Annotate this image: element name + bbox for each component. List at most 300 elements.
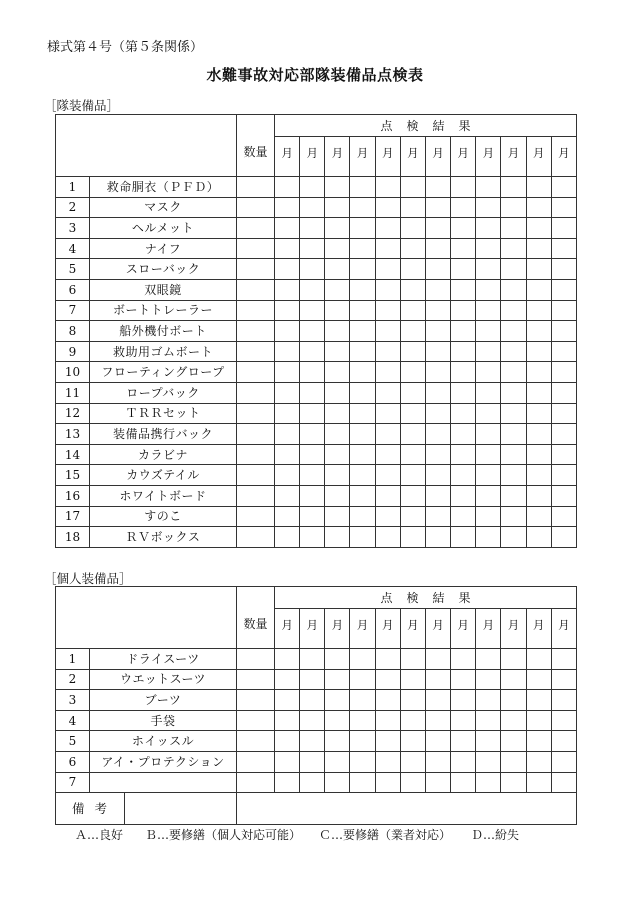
result-cell[interactable] bbox=[425, 444, 450, 465]
result-cell[interactable] bbox=[400, 465, 425, 486]
result-cell[interactable] bbox=[501, 444, 526, 465]
result-cell[interactable] bbox=[325, 382, 350, 403]
quantity-cell[interactable] bbox=[237, 710, 275, 731]
result-cell[interactable] bbox=[551, 382, 576, 403]
result-cell[interactable] bbox=[551, 772, 576, 793]
result-cell[interactable] bbox=[551, 279, 576, 300]
result-cell[interactable] bbox=[375, 649, 400, 670]
result-cell[interactable] bbox=[400, 341, 425, 362]
result-cell[interactable] bbox=[526, 710, 551, 731]
result-cell[interactable] bbox=[275, 669, 300, 690]
result-cell[interactable] bbox=[425, 424, 450, 445]
result-cell[interactable] bbox=[375, 321, 400, 342]
result-cell[interactable] bbox=[400, 710, 425, 731]
result-cell[interactable] bbox=[476, 403, 501, 424]
result-cell[interactable] bbox=[275, 238, 300, 259]
result-cell[interactable] bbox=[325, 527, 350, 548]
result-cell[interactable] bbox=[526, 444, 551, 465]
result-cell[interactable] bbox=[275, 465, 300, 486]
result-cell[interactable] bbox=[451, 690, 476, 711]
result-cell[interactable] bbox=[400, 669, 425, 690]
result-cell[interactable] bbox=[501, 690, 526, 711]
result-cell[interactable] bbox=[350, 649, 375, 670]
result-cell[interactable] bbox=[526, 690, 551, 711]
result-cell[interactable] bbox=[501, 382, 526, 403]
result-cell[interactable] bbox=[425, 403, 450, 424]
result-cell[interactable] bbox=[425, 731, 450, 752]
result-cell[interactable] bbox=[275, 382, 300, 403]
result-cell[interactable] bbox=[275, 259, 300, 280]
result-cell[interactable] bbox=[375, 465, 400, 486]
result-cell[interactable] bbox=[476, 341, 501, 362]
result-cell[interactable] bbox=[325, 506, 350, 527]
result-cell[interactable] bbox=[350, 444, 375, 465]
result-cell[interactable] bbox=[451, 669, 476, 690]
result-cell[interactable] bbox=[551, 465, 576, 486]
result-cell[interactable] bbox=[451, 403, 476, 424]
result-cell[interactable] bbox=[300, 238, 325, 259]
quantity-cell[interactable] bbox=[237, 506, 275, 527]
quantity-cell[interactable] bbox=[237, 731, 275, 752]
result-cell[interactable] bbox=[501, 197, 526, 218]
result-cell[interactable] bbox=[476, 772, 501, 793]
result-cell[interactable] bbox=[451, 321, 476, 342]
result-cell[interactable] bbox=[400, 506, 425, 527]
result-cell[interactable] bbox=[425, 218, 450, 239]
result-cell[interactable] bbox=[425, 751, 450, 772]
result-cell[interactable] bbox=[325, 444, 350, 465]
quantity-cell[interactable] bbox=[237, 177, 275, 198]
result-cell[interactable] bbox=[425, 321, 450, 342]
result-cell[interactable] bbox=[325, 177, 350, 198]
result-cell[interactable] bbox=[325, 710, 350, 731]
result-cell[interactable] bbox=[526, 238, 551, 259]
result-cell[interactable] bbox=[275, 690, 300, 711]
result-cell[interactable] bbox=[551, 669, 576, 690]
result-cell[interactable] bbox=[526, 382, 551, 403]
result-cell[interactable] bbox=[300, 690, 325, 711]
result-cell[interactable] bbox=[325, 300, 350, 321]
result-cell[interactable] bbox=[476, 731, 501, 752]
result-cell[interactable] bbox=[425, 690, 450, 711]
result-cell[interactable] bbox=[551, 731, 576, 752]
result-cell[interactable] bbox=[350, 197, 375, 218]
result-cell[interactable] bbox=[325, 197, 350, 218]
quantity-cell[interactable] bbox=[237, 751, 275, 772]
result-cell[interactable] bbox=[400, 218, 425, 239]
result-cell[interactable] bbox=[325, 218, 350, 239]
result-cell[interactable] bbox=[425, 177, 450, 198]
result-cell[interactable] bbox=[275, 506, 300, 527]
result-cell[interactable] bbox=[501, 300, 526, 321]
result-cell[interactable] bbox=[400, 424, 425, 445]
result-cell[interactable] bbox=[300, 485, 325, 506]
result-cell[interactable] bbox=[451, 444, 476, 465]
result-cell[interactable] bbox=[275, 444, 300, 465]
result-cell[interactable] bbox=[350, 300, 375, 321]
result-cell[interactable] bbox=[275, 485, 300, 506]
result-cell[interactable] bbox=[476, 321, 501, 342]
result-cell[interactable] bbox=[300, 649, 325, 670]
quantity-cell[interactable] bbox=[237, 649, 275, 670]
result-cell[interactable] bbox=[551, 424, 576, 445]
result-cell[interactable] bbox=[400, 485, 425, 506]
result-cell[interactable] bbox=[375, 527, 400, 548]
quantity-cell[interactable] bbox=[237, 424, 275, 445]
result-cell[interactable] bbox=[526, 465, 551, 486]
quantity-cell[interactable] bbox=[237, 341, 275, 362]
result-cell[interactable] bbox=[300, 177, 325, 198]
result-cell[interactable] bbox=[526, 279, 551, 300]
result-cell[interactable] bbox=[501, 177, 526, 198]
result-cell[interactable] bbox=[300, 382, 325, 403]
result-cell[interactable] bbox=[325, 321, 350, 342]
result-cell[interactable] bbox=[476, 218, 501, 239]
result-cell[interactable] bbox=[526, 751, 551, 772]
result-cell[interactable] bbox=[451, 197, 476, 218]
quantity-cell[interactable] bbox=[237, 527, 275, 548]
result-cell[interactable] bbox=[501, 238, 526, 259]
result-cell[interactable] bbox=[325, 259, 350, 280]
result-cell[interactable] bbox=[526, 321, 551, 342]
result-cell[interactable] bbox=[275, 527, 300, 548]
result-cell[interactable] bbox=[451, 218, 476, 239]
quantity-cell[interactable] bbox=[237, 690, 275, 711]
result-cell[interactable] bbox=[375, 485, 400, 506]
result-cell[interactable] bbox=[300, 506, 325, 527]
result-cell[interactable] bbox=[425, 772, 450, 793]
result-cell[interactable] bbox=[400, 649, 425, 670]
result-cell[interactable] bbox=[551, 403, 576, 424]
result-cell[interactable] bbox=[400, 690, 425, 711]
result-cell[interactable] bbox=[501, 465, 526, 486]
result-cell[interactable] bbox=[501, 403, 526, 424]
result-cell[interactable] bbox=[400, 731, 425, 752]
result-cell[interactable] bbox=[375, 444, 400, 465]
result-cell[interactable] bbox=[551, 506, 576, 527]
result-cell[interactable] bbox=[275, 424, 300, 445]
result-cell[interactable] bbox=[476, 177, 501, 198]
result-cell[interactable] bbox=[300, 669, 325, 690]
result-cell[interactable] bbox=[325, 751, 350, 772]
result-cell[interactable] bbox=[476, 690, 501, 711]
result-cell[interactable] bbox=[451, 731, 476, 752]
result-cell[interactable] bbox=[451, 362, 476, 383]
result-cell[interactable] bbox=[375, 772, 400, 793]
result-cell[interactable] bbox=[476, 444, 501, 465]
result-cell[interactable] bbox=[400, 527, 425, 548]
result-cell[interactable] bbox=[526, 506, 551, 527]
quantity-cell[interactable] bbox=[237, 362, 275, 383]
result-cell[interactable] bbox=[501, 527, 526, 548]
result-cell[interactable] bbox=[300, 321, 325, 342]
result-cell[interactable] bbox=[526, 362, 551, 383]
result-cell[interactable] bbox=[551, 690, 576, 711]
quantity-cell[interactable] bbox=[237, 669, 275, 690]
result-cell[interactable] bbox=[300, 300, 325, 321]
result-cell[interactable] bbox=[425, 341, 450, 362]
result-cell[interactable] bbox=[551, 321, 576, 342]
result-cell[interactable] bbox=[451, 382, 476, 403]
result-cell[interactable] bbox=[300, 465, 325, 486]
result-cell[interactable] bbox=[476, 279, 501, 300]
result-cell[interactable] bbox=[476, 710, 501, 731]
result-cell[interactable] bbox=[350, 751, 375, 772]
result-cell[interactable] bbox=[300, 710, 325, 731]
result-cell[interactable] bbox=[275, 710, 300, 731]
result-cell[interactable] bbox=[350, 527, 375, 548]
result-cell[interactable] bbox=[325, 403, 350, 424]
result-cell[interactable] bbox=[350, 177, 375, 198]
result-cell[interactable] bbox=[425, 649, 450, 670]
quantity-cell[interactable] bbox=[237, 485, 275, 506]
result-cell[interactable] bbox=[400, 362, 425, 383]
result-cell[interactable] bbox=[501, 424, 526, 445]
result-cell[interactable] bbox=[501, 710, 526, 731]
result-cell[interactable] bbox=[325, 731, 350, 752]
result-cell[interactable] bbox=[275, 403, 300, 424]
quantity-cell[interactable] bbox=[237, 300, 275, 321]
result-cell[interactable] bbox=[325, 649, 350, 670]
result-cell[interactable] bbox=[476, 238, 501, 259]
result-cell[interactable] bbox=[451, 259, 476, 280]
result-cell[interactable] bbox=[375, 218, 400, 239]
result-cell[interactable] bbox=[425, 465, 450, 486]
result-cell[interactable] bbox=[400, 751, 425, 772]
result-cell[interactable] bbox=[526, 772, 551, 793]
result-cell[interactable] bbox=[425, 527, 450, 548]
result-cell[interactable] bbox=[300, 527, 325, 548]
result-cell[interactable] bbox=[451, 710, 476, 731]
result-cell[interactable] bbox=[350, 382, 375, 403]
result-cell[interactable] bbox=[375, 751, 400, 772]
result-cell[interactable] bbox=[375, 424, 400, 445]
result-cell[interactable] bbox=[501, 669, 526, 690]
result-cell[interactable] bbox=[325, 669, 350, 690]
result-cell[interactable] bbox=[275, 321, 300, 342]
result-cell[interactable] bbox=[501, 279, 526, 300]
result-cell[interactable] bbox=[375, 238, 400, 259]
result-cell[interactable] bbox=[300, 279, 325, 300]
quantity-cell[interactable] bbox=[237, 403, 275, 424]
result-cell[interactable] bbox=[400, 444, 425, 465]
result-cell[interactable] bbox=[451, 751, 476, 772]
result-cell[interactable] bbox=[425, 382, 450, 403]
result-cell[interactable] bbox=[275, 341, 300, 362]
result-cell[interactable] bbox=[300, 341, 325, 362]
result-cell[interactable] bbox=[476, 669, 501, 690]
result-cell[interactable] bbox=[526, 259, 551, 280]
result-cell[interactable] bbox=[451, 527, 476, 548]
result-cell[interactable] bbox=[476, 506, 501, 527]
result-cell[interactable] bbox=[400, 300, 425, 321]
result-cell[interactable] bbox=[551, 751, 576, 772]
result-cell[interactable] bbox=[350, 690, 375, 711]
result-cell[interactable] bbox=[300, 197, 325, 218]
result-cell[interactable] bbox=[400, 279, 425, 300]
result-cell[interactable] bbox=[551, 485, 576, 506]
result-cell[interactable] bbox=[476, 485, 501, 506]
result-cell[interactable] bbox=[400, 321, 425, 342]
result-cell[interactable] bbox=[551, 527, 576, 548]
result-cell[interactable] bbox=[375, 382, 400, 403]
result-cell[interactable] bbox=[275, 177, 300, 198]
result-cell[interactable] bbox=[451, 341, 476, 362]
result-cell[interactable] bbox=[300, 731, 325, 752]
result-cell[interactable] bbox=[526, 341, 551, 362]
result-cell[interactable] bbox=[400, 772, 425, 793]
result-cell[interactable] bbox=[551, 362, 576, 383]
result-cell[interactable] bbox=[275, 362, 300, 383]
result-cell[interactable] bbox=[300, 403, 325, 424]
result-cell[interactable] bbox=[275, 300, 300, 321]
result-cell[interactable] bbox=[451, 424, 476, 445]
result-cell[interactable] bbox=[300, 259, 325, 280]
result-cell[interactable] bbox=[325, 465, 350, 486]
result-cell[interactable] bbox=[425, 300, 450, 321]
result-cell[interactable] bbox=[400, 177, 425, 198]
result-cell[interactable] bbox=[526, 669, 551, 690]
result-cell[interactable] bbox=[325, 279, 350, 300]
result-cell[interactable] bbox=[325, 690, 350, 711]
result-cell[interactable] bbox=[400, 259, 425, 280]
result-cell[interactable] bbox=[526, 527, 551, 548]
result-cell[interactable] bbox=[476, 300, 501, 321]
result-cell[interactable] bbox=[275, 218, 300, 239]
result-cell[interactable] bbox=[526, 731, 551, 752]
result-cell[interactable] bbox=[501, 341, 526, 362]
quantity-cell[interactable] bbox=[237, 321, 275, 342]
result-cell[interactable] bbox=[501, 259, 526, 280]
result-cell[interactable] bbox=[375, 300, 400, 321]
quantity-cell[interactable] bbox=[237, 259, 275, 280]
result-cell[interactable] bbox=[551, 710, 576, 731]
result-cell[interactable] bbox=[425, 238, 450, 259]
result-cell[interactable] bbox=[476, 197, 501, 218]
result-cell[interactable] bbox=[501, 731, 526, 752]
result-cell[interactable] bbox=[451, 465, 476, 486]
result-cell[interactable] bbox=[325, 485, 350, 506]
result-cell[interactable] bbox=[325, 424, 350, 445]
result-cell[interactable] bbox=[501, 772, 526, 793]
result-cell[interactable] bbox=[350, 279, 375, 300]
result-cell[interactable] bbox=[375, 341, 400, 362]
result-cell[interactable] bbox=[375, 690, 400, 711]
result-cell[interactable] bbox=[350, 362, 375, 383]
result-cell[interactable] bbox=[551, 300, 576, 321]
result-cell[interactable] bbox=[325, 238, 350, 259]
result-cell[interactable] bbox=[275, 731, 300, 752]
result-cell[interactable] bbox=[275, 751, 300, 772]
result-cell[interactable] bbox=[551, 341, 576, 362]
result-cell[interactable] bbox=[350, 669, 375, 690]
result-cell[interactable] bbox=[476, 649, 501, 670]
result-cell[interactable] bbox=[526, 177, 551, 198]
result-cell[interactable] bbox=[476, 259, 501, 280]
result-cell[interactable] bbox=[526, 218, 551, 239]
result-cell[interactable] bbox=[451, 506, 476, 527]
result-cell[interactable] bbox=[551, 649, 576, 670]
result-cell[interactable] bbox=[375, 669, 400, 690]
result-cell[interactable] bbox=[501, 506, 526, 527]
result-cell[interactable] bbox=[476, 362, 501, 383]
result-cell[interactable] bbox=[476, 424, 501, 445]
result-cell[interactable] bbox=[551, 177, 576, 198]
quantity-cell[interactable] bbox=[237, 279, 275, 300]
result-cell[interactable] bbox=[501, 321, 526, 342]
result-cell[interactable] bbox=[275, 197, 300, 218]
result-cell[interactable] bbox=[501, 362, 526, 383]
result-cell[interactable] bbox=[476, 382, 501, 403]
result-cell[interactable] bbox=[350, 506, 375, 527]
result-cell[interactable] bbox=[325, 772, 350, 793]
quantity-cell[interactable] bbox=[237, 465, 275, 486]
result-cell[interactable] bbox=[425, 506, 450, 527]
result-cell[interactable] bbox=[275, 772, 300, 793]
result-cell[interactable] bbox=[375, 362, 400, 383]
result-cell[interactable] bbox=[400, 382, 425, 403]
result-cell[interactable] bbox=[451, 300, 476, 321]
result-cell[interactable] bbox=[526, 300, 551, 321]
result-cell[interactable] bbox=[375, 731, 400, 752]
result-cell[interactable] bbox=[350, 465, 375, 486]
result-cell[interactable] bbox=[375, 403, 400, 424]
result-cell[interactable] bbox=[375, 197, 400, 218]
result-cell[interactable] bbox=[425, 710, 450, 731]
result-cell[interactable] bbox=[451, 485, 476, 506]
result-cell[interactable] bbox=[350, 238, 375, 259]
result-cell[interactable] bbox=[350, 485, 375, 506]
result-cell[interactable] bbox=[300, 218, 325, 239]
quantity-cell[interactable] bbox=[237, 197, 275, 218]
result-cell[interactable] bbox=[501, 751, 526, 772]
result-cell[interactable] bbox=[375, 710, 400, 731]
result-cell[interactable] bbox=[551, 218, 576, 239]
result-cell[interactable] bbox=[400, 197, 425, 218]
result-cell[interactable] bbox=[476, 751, 501, 772]
result-cell[interactable] bbox=[551, 259, 576, 280]
result-cell[interactable] bbox=[275, 649, 300, 670]
quantity-cell[interactable] bbox=[237, 444, 275, 465]
result-cell[interactable] bbox=[526, 197, 551, 218]
result-cell[interactable] bbox=[300, 444, 325, 465]
result-cell[interactable] bbox=[551, 444, 576, 465]
result-cell[interactable] bbox=[526, 403, 551, 424]
quantity-cell[interactable] bbox=[237, 382, 275, 403]
result-cell[interactable] bbox=[350, 424, 375, 445]
result-cell[interactable] bbox=[451, 177, 476, 198]
result-cell[interactable] bbox=[551, 197, 576, 218]
quantity-cell[interactable] bbox=[237, 772, 275, 793]
result-cell[interactable] bbox=[526, 424, 551, 445]
result-cell[interactable] bbox=[425, 259, 450, 280]
result-cell[interactable] bbox=[325, 362, 350, 383]
result-cell[interactable] bbox=[375, 177, 400, 198]
result-cell[interactable] bbox=[476, 465, 501, 486]
result-cell[interactable] bbox=[400, 403, 425, 424]
quantity-cell[interactable] bbox=[237, 218, 275, 239]
result-cell[interactable] bbox=[350, 218, 375, 239]
result-cell[interactable] bbox=[375, 259, 400, 280]
result-cell[interactable] bbox=[325, 341, 350, 362]
result-cell[interactable] bbox=[300, 751, 325, 772]
result-cell[interactable] bbox=[425, 485, 450, 506]
result-cell[interactable] bbox=[526, 485, 551, 506]
result-cell[interactable] bbox=[375, 279, 400, 300]
result-cell[interactable] bbox=[451, 279, 476, 300]
result-cell[interactable] bbox=[350, 341, 375, 362]
result-cell[interactable] bbox=[350, 710, 375, 731]
